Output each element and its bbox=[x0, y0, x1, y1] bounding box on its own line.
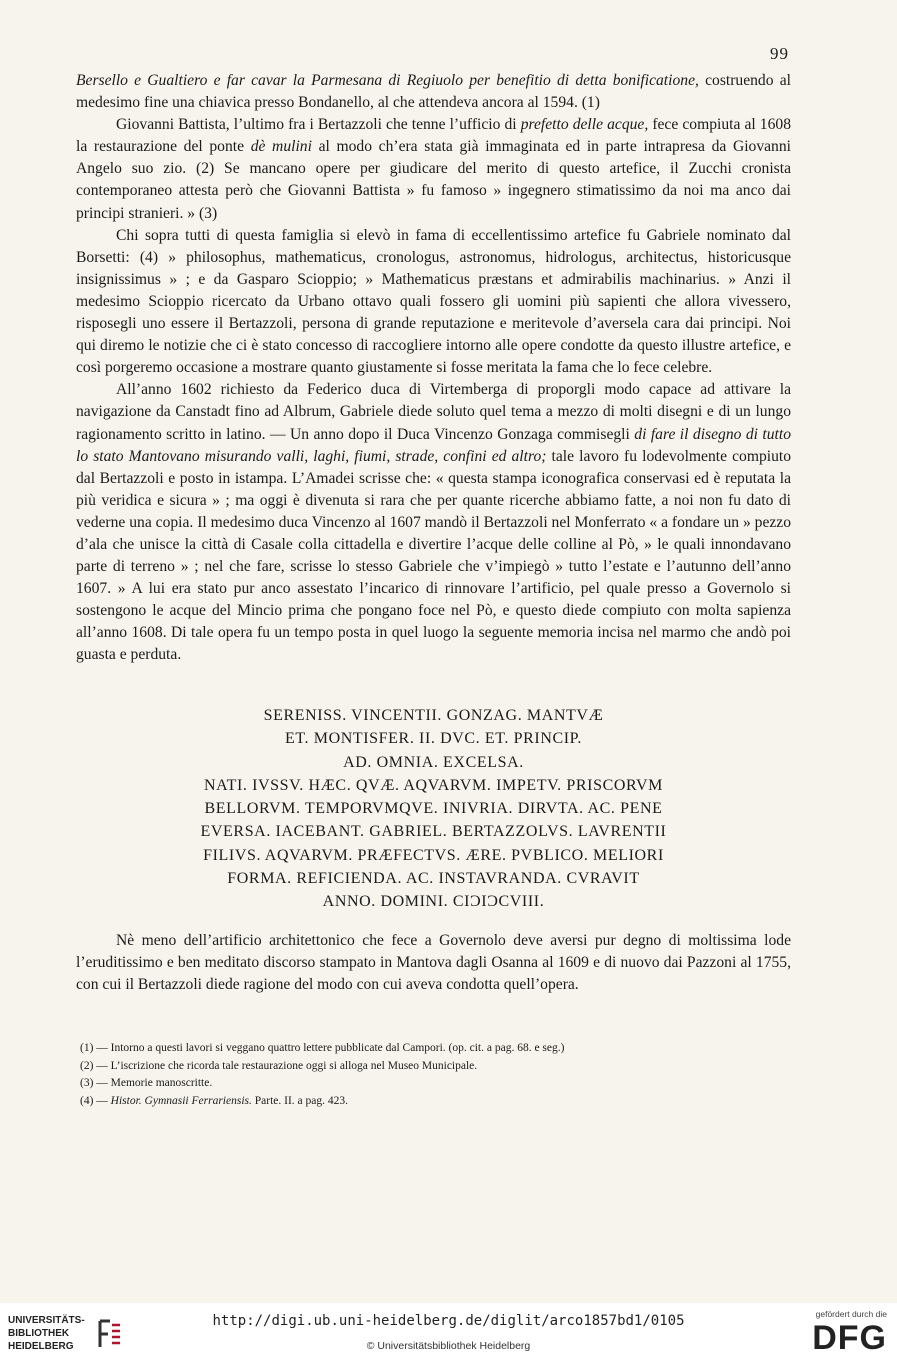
copyright-notice: © Universitätsbibliothek Heidelberg bbox=[366, 1340, 531, 1352]
inscription-line: BELLORVM. TEMPORVMQVE. INIVRIA. DIRVTA. AC. PENE bbox=[204, 800, 663, 818]
paragraph-5: Nè meno dell’artificio architettonico che fece a Governolo deve aversi pur degno di moltissima lode l’eruditissimo e ben meditato discorso stampato in Mantova dagli Osanna al 1609 e di nuovo dai Pazzoni al 1755, con cui il Bertazzoli diede ragione del modo con cui aveva condotta quell’opera. bbox=[76, 932, 791, 994]
inscription-line: SERENISS. VINCENTII. GONZAG. MANTVÆ bbox=[263, 707, 604, 724]
library-name-line-1: UNIVERSITÄTS- bbox=[8, 1315, 85, 1326]
paragraph-3: Chi sopra tutti di questa famiglia si elevò in fama di eccellentissimo artefice fu Gabriele nominato dal Borsetti: (4) » philosophus, mathematicus, cronologus, astronomus, hidrologus, architectus, historicusque insignissimus » ; e da Gasparo Scioppio; » Mathematicus præstans et admirabilis machinarius. » Anzi il medesimo Scioppio ricercato da Urbano ottavo quali fossero gli uomini più sapienti che allora vivessero, risposegli uno essere il Bertazzoli, persona di grande reputazione e meritevole d’aversela cara dai principi. Noi qui diremo le notizie che ci è stato concesso di raccogliere intorno alle opere condotte da questo illustre artefice, e così porgeremo occasione a mostrare quanto giustamente si fosse meritata la fama che lo fece celebre. bbox=[76, 226, 791, 377]
paragraph-2-italic-b: dè mulini bbox=[250, 138, 312, 156]
footnote-4-number: (4) — bbox=[80, 1094, 111, 1107]
inscription-line: AD. OMNIA. EXCELSA. bbox=[343, 753, 524, 771]
inscription bbox=[76, 704, 791, 914]
paragraph-2-text-b: fece compiuta al 1608 la restaurazione del ponte bbox=[76, 116, 791, 156]
footnote-1: (1) — Intorno a questi lavori si veggano quattro lettere pubblicate dal Campori. (op. cit. a pag. 68. e seg.) bbox=[80, 1042, 565, 1054]
footnote-2: (2) — L’iscrizione che ricorda tale restaurazione oggi si alloga nel Museo Municipale. bbox=[80, 1059, 478, 1072]
footnotes bbox=[80, 1040, 780, 1110]
paragraph-4-text-b: tale lavoro fu lodevolmente compiuto dal Bertazzoli e posto in istampa. L’Amadei scrisse che: « questa stampa iconografica conservasi ed è reputata la più veridica e sicura » ; ma oggi è divenuta si rara che per quante ricerche abbiamo fatte, a noi non fu dato di vederne una copia. Il medesimo duca Vincenzo al 1607 mandò il Bertazzoli nel Monferrato « a fondare un » pezzo d’ala che unisce la città di Casale colla cittadella e divertire l’acque delle colline al Pò, » le quali innondavano parte di terreno » ; nel che fare, scrisse lo stesso Gabriele che v’impiegò » tutto l’estate e l’autunno dell’anno 1607. » A lui era stato pur anco assestato l’incarico di rinnovare l’artificio, pel quale presso a Governolo si sostengono le acque del Mincio prima che pongano foce nel Pò, e questo diede compiuto con molta sapienza all’anno 1608. Di tale opera fu un tempo posta in quel luogo la seguente memoria incisa nel marmo che andò poi guasta e perduta. bbox=[76, 447, 792, 664]
inscription-line: ET. MONTISFER. II. DVC. ET. PRINCIP. bbox=[284, 730, 582, 748]
dfg-funding-note: gefördert durch die bbox=[815, 1309, 887, 1319]
paragraph-2-text-a: Giovanni Battista, l’ultimo fra i Bertazzoli che tenne l’ufficio di bbox=[116, 116, 521, 134]
footnote-4-title: Histor. Gymnasii Ferrariensis. bbox=[110, 1094, 252, 1107]
footnote-4 bbox=[80, 1093, 780, 1111]
body-text bbox=[76, 70, 791, 667]
paragraph-4-text-a: All’anno 1602 richiesto da Federico duca di Virtemberga di proporgli modo capace ad attivare la navigazione da Canstadt fino ad Albrum, Gabriele diede soluto quel tema a mezzo di molti disegni e di un lungo ragionamento scritto in latino. — Un anno dopo il Duca Vincenzo Gonzaga commisegli bbox=[76, 381, 791, 443]
library-name-line-3: HEIDELBERG bbox=[8, 1341, 74, 1352]
paragraph-1-italic: Bersello e Gualtiero e far cavar la Parmesana di Regiuolo per benefitio di detta bonificatione, bbox=[76, 72, 699, 89]
inscription-line: EVERSA. IACEBANT. GABRIEL. BERTAZZOLVS. LAVRENTII bbox=[200, 823, 667, 841]
dfg-logo[interactable] bbox=[795, 1309, 887, 1359]
paragraph-4-italic: di fare il disegno di tutto lo stato Mantovano misurando valli, laghi, fiumi, strade, confini ed altro; bbox=[76, 425, 791, 465]
inscription-line: NATI. IVSSV. HÆC. QVÆ. AQVARVM. IMPETV. PRISCORVM bbox=[204, 776, 663, 794]
inscription-line: FILIVS. AQVARVM. PRÆFECTVS. ÆRE. PVBLICO. MELIORI bbox=[203, 846, 664, 864]
footnote-3: (3) — Memorie manoscritte. bbox=[80, 1077, 213, 1090]
paragraph-2 bbox=[76, 114, 791, 224]
library-name-line-2: BIBLIOTHEK bbox=[8, 1328, 70, 1339]
inscription-line: ANNO. DOMINI. CIƆIƆCVIII. bbox=[322, 893, 545, 911]
viewer-footer bbox=[0, 1303, 897, 1362]
page-number: 99 bbox=[770, 44, 789, 63]
paragraph-2-italic-a: prefetto delle acque, bbox=[520, 116, 649, 134]
footnote-4-pages: Parte. II. a pag. 423. bbox=[251, 1094, 348, 1107]
closing-text bbox=[76, 930, 791, 996]
page-url-link[interactable]: http://digi.ub.uni-heidelberg.de/diglit/arco1857bd1/0105 bbox=[212, 1313, 685, 1329]
paragraph-1 bbox=[76, 70, 791, 114]
inscription-line: FORMA. REFICIENDA. AC. INSTAVRANDA. CVRAVIT bbox=[227, 870, 640, 888]
paragraph-2-text-c: al modo ch’era stata già immaginata ed in parte intrapresa da Giovanni Angelo suo zio. (2) Se mancano opere per giudicare del merito di questo artefice, il Zucchi cronista contemporaneo attesta però che Giovanni Battista » fu famoso » ingegnero stimatissimo da noi ma anco dai principi stranieri. » (3) bbox=[76, 138, 791, 222]
dfg-wordmark: DFG bbox=[812, 1319, 887, 1357]
paragraph-1-text: costruendo al medesimo fine una chiavica presso Bondanello, al che attendeva ancora al 1594. (1) bbox=[76, 72, 791, 112]
paragraph-4 bbox=[76, 379, 791, 666]
